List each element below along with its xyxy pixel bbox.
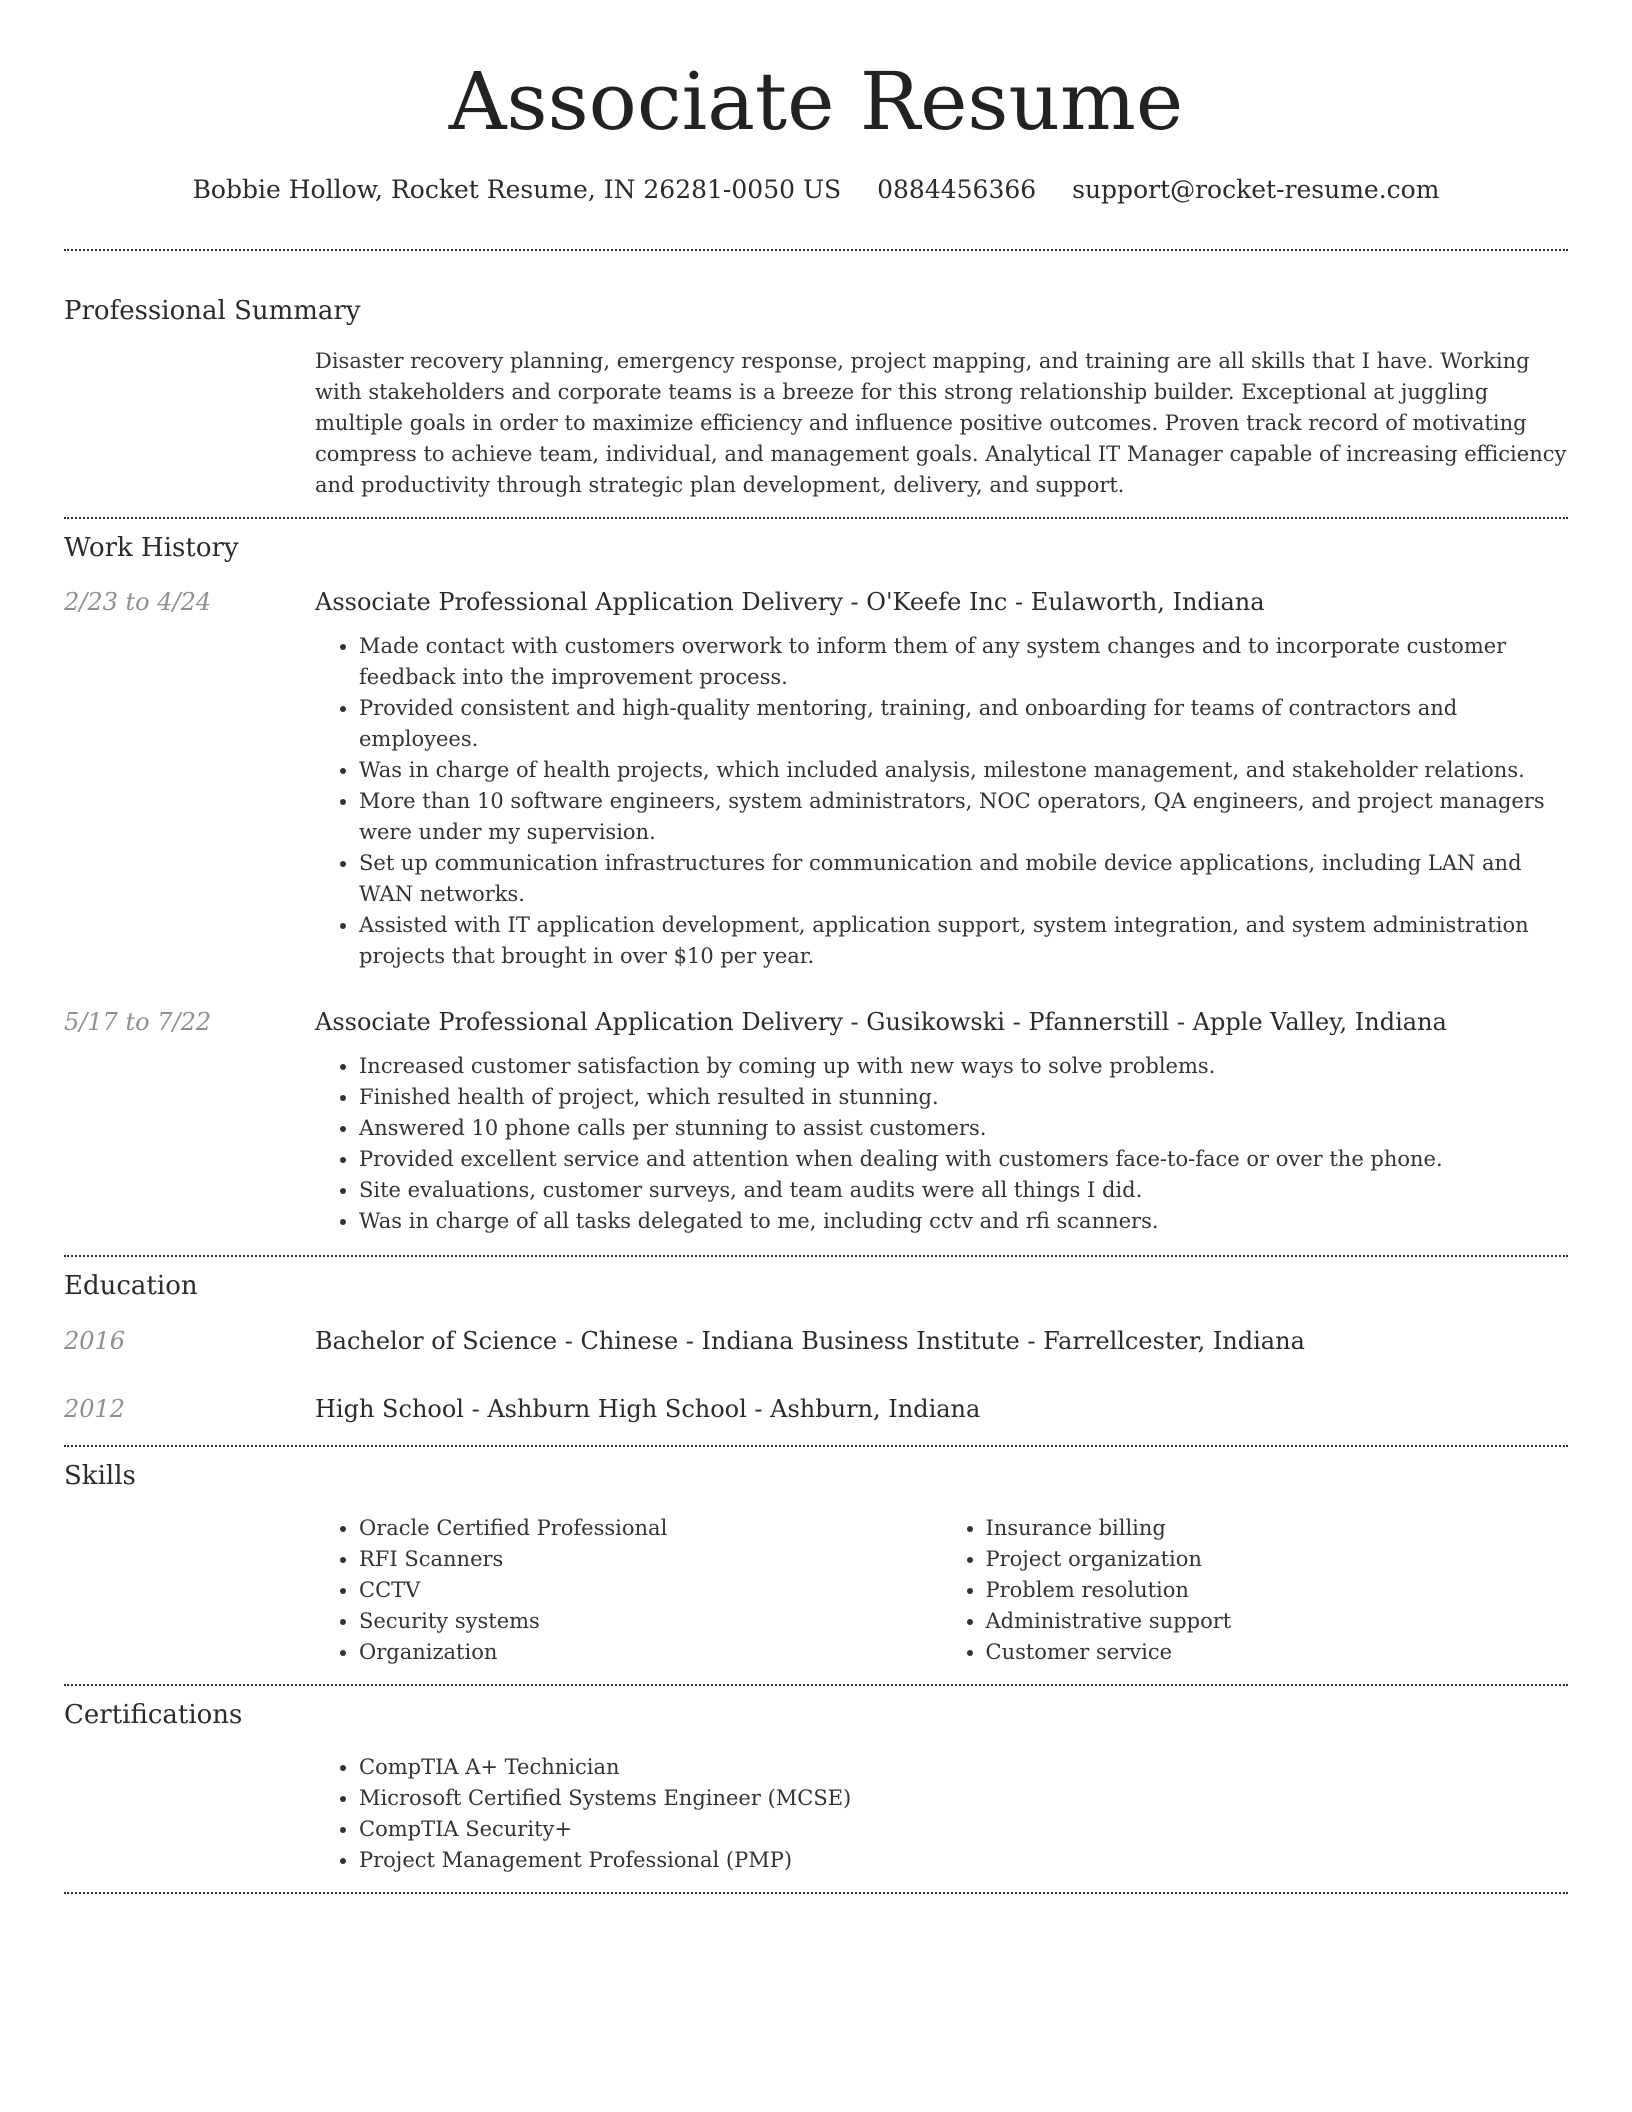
work-history-title: Work History [64,533,239,563]
skills-title: Skills [64,1461,136,1491]
list-item: • Increased customer satisfaction by coming up with new ways to solve problems. [359,1051,1568,1082]
job-bullets [315,631,1568,972]
list-item: • Insurance billing [986,1513,1569,1544]
list-item: • Was in charge of health projects, which included analysis, milestone management, and stakeholder relations. [359,755,1568,786]
page-title: Associate Resume [448,55,1184,148]
list-item: • Oracle Certified Professional [359,1513,942,1544]
education-heading: Bachelor of Science - Chinese - Indiana Business Institute - Farrellcester, Indiana [315,1327,1305,1355]
list-item: • Organization [359,1637,942,1668]
job-dates: 2/23 to 4/24 [64,588,212,616]
skills-columns [315,1513,1568,1668]
job-entry [64,1005,1568,1039]
education-entry [64,1324,1568,1358]
list-item: • Problem resolution [986,1575,1569,1606]
education-title: Education [64,1271,198,1301]
certifications-title: Certifications [64,1700,243,1730]
work-history-section [64,531,1568,1237]
list-item: • Provided consistent and high-quality mentoring, training, and onboarding for teams of contractors and employees. [359,693,1568,755]
education-year: 2016 [64,1327,126,1355]
section-divider [64,1255,1568,1257]
section-divider [64,517,1568,519]
section-divider [64,249,1568,251]
list-item: • Was in charge of all tasks delegated to me, including cctv and rfi scanners. [359,1206,1568,1237]
job-entry [64,585,1568,619]
education-heading: High School - Ashburn High School - Ashburn, Indiana [315,1395,981,1423]
job-bullets [315,1051,1568,1237]
skills-list-left [315,1513,942,1668]
list-item: • RFI Scanners [359,1544,942,1575]
list-item: • Customer service [986,1637,1569,1668]
summary-text: Disaster recovery planning, emergency response, project mapping, and training are all skills that I have. Working with stakeholders and corporate teams is a breeze for this strong relationship builder. Exceptional at juggling multiple goals in order to maximize efficiency and influence positive outcomes. Proven track record of motivating compress to achieve team, individual, and management goals. Analytical IT Manager capable of increasing efficiency and productivity through strategic plan development, delivery, and support. [315,349,1567,497]
contact-address: Bobbie Hollow, Rocket Resume, IN 26281-0050 US [192,175,842,204]
section-divider [64,1892,1568,1894]
job-dates: 5/17 to 7/22 [64,1008,212,1036]
list-item: • Security systems [359,1606,942,1637]
resume-page [64,0,1568,1894]
list-item: • More than 10 software engineers, system administrators, NOC operators, QA engineers, and project managers were under my supervision. [359,786,1568,848]
list-item: • Set up communication infrastructures for communication and mobile device applications, including LAN and WAN networks. [359,848,1568,910]
job-heading: Associate Professional Application Delivery - O'Keefe Inc - Eulaworth, Indiana [315,588,1265,616]
list-item: • Microsoft Certified Systems Engineer (MCSE) [359,1783,1568,1814]
section-divider [64,1445,1568,1447]
skills-section [64,1459,1568,1668]
certifications-section [64,1698,1568,1876]
job-heading: Associate Professional Application Delivery - Gusikowski - Pfannerstill - Apple Valley, Indiana [315,1008,1447,1036]
list-item: • CCTV [359,1575,942,1606]
contact-line [64,174,1568,206]
list-item: • Made contact with customers overwork to inform them of any system changes and to incorporate customer feedback into the improvement process. [359,631,1568,693]
list-item: • Project Management Professional (PMP) [359,1845,1568,1876]
contact-phone: 0884456366 [877,175,1037,204]
list-item: • Finished health of project, which resulted in stunning. [359,1082,1568,1113]
certifications-list [315,1752,1568,1876]
list-item: • Provided excellent service and attention when dealing with customers face-to-face or over the phone. [359,1144,1568,1175]
list-item: • Answered 10 phone calls per stunning to assist customers. [359,1113,1568,1144]
list-item: • Project organization [986,1544,1569,1575]
summary-section [64,294,1568,501]
list-item: • Site evaluations, customer surveys, and team audits were all things I did. [359,1175,1568,1206]
list-item: • Administrative support [986,1606,1569,1637]
education-year: 2012 [64,1395,126,1423]
summary-title: Professional Summary [64,296,361,326]
education-entry [64,1392,1568,1426]
list-item: • CompTIA Security+ [359,1814,1568,1845]
education-section [64,1269,1568,1426]
list-item: • CompTIA A+ Technician [359,1752,1568,1783]
list-item: • Assisted with IT application development, application support, system integration, and system administration projects that brought in over $10 per year. [359,910,1568,972]
contact-email: support@rocket-resume.com [1072,175,1440,204]
section-divider [64,1684,1568,1686]
skills-list-right [942,1513,1569,1668]
